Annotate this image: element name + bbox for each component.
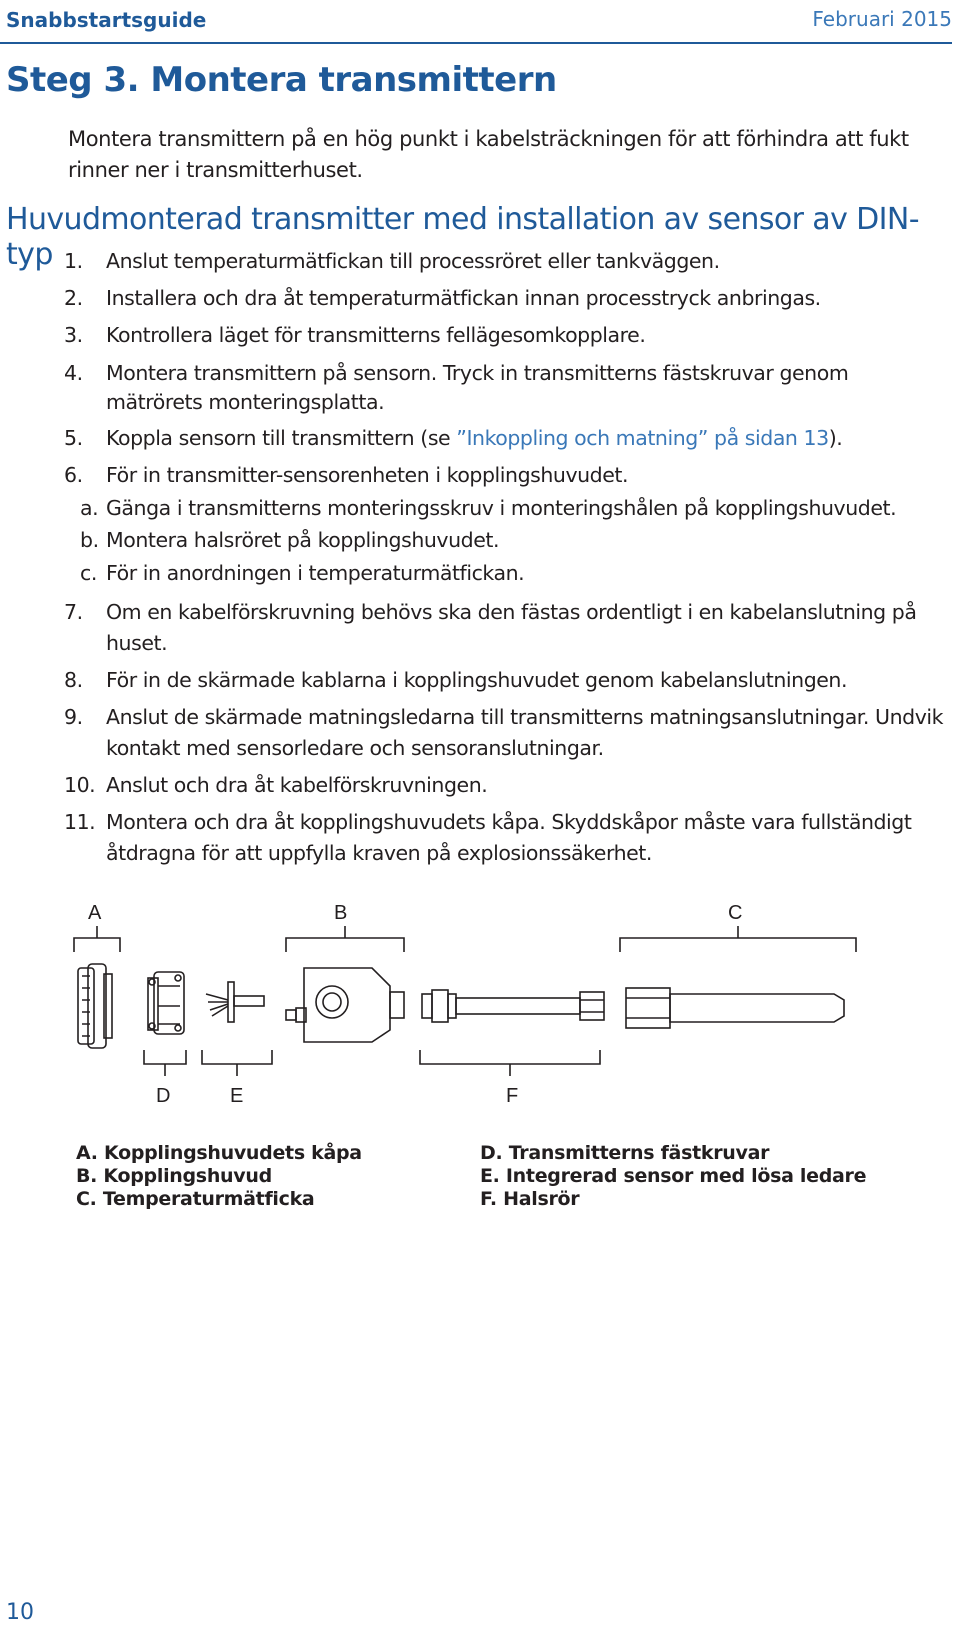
step-text: Installera och dra åt temperaturmätfickan innan processtryck anbringas. — [106, 286, 821, 310]
legend-item-c: C. Temperaturmätficka — [76, 1188, 315, 1210]
step-text: Anslut temperaturmätfickan till processröret eller tankväggen. — [106, 249, 720, 273]
step-item — [0, 702, 950, 764]
subsection-title: Huvudmonterad transmitter med installation av sensor av DIN-typ — [6, 202, 919, 272]
substep-letter: a. — [80, 496, 99, 520]
substep-item — [0, 493, 950, 521]
step-text-after-link: ). — [828, 426, 843, 450]
transmitter-part — [148, 972, 184, 1034]
bracket-a — [74, 926, 120, 952]
bracket-c — [620, 926, 856, 952]
bracket-f — [420, 1050, 600, 1076]
thermowell-part — [626, 988, 844, 1028]
substep-text: Montera halsröret på kopplingshuvudet. — [106, 528, 500, 552]
substep-letter: c. — [80, 561, 97, 585]
step-text-before-link: Koppla sensorn till transmittern (se — [106, 426, 457, 450]
step-text: Om en kabelförskruvning behövs ska den fästas ordentligt i en kabelanslutning på huset. — [106, 600, 917, 655]
step-number: 8. — [64, 668, 83, 692]
legend-item-f: F. Halsrör — [480, 1188, 580, 1210]
step-number: 5. — [64, 426, 83, 450]
bracket-d — [144, 1050, 186, 1076]
step-text: För in de skärmade kablarna i kopplingshuvudet genom kabelanslutningen. — [106, 668, 848, 692]
step-item — [0, 770, 950, 801]
label-a: A — [88, 902, 102, 924]
step-text: För in transmitter-sensorenheten i kopplingshuvudet. — [106, 463, 629, 487]
step-number: 4. — [64, 361, 83, 385]
label-d: D — [156, 1085, 171, 1107]
step-item — [0, 597, 950, 659]
substep-letter: b. — [80, 528, 99, 552]
step-item — [0, 246, 950, 277]
document-date: Februari 2015 — [812, 7, 952, 31]
guide-title: Snabbstartsguide — [6, 8, 207, 32]
step-item — [0, 460, 950, 491]
label-c: C — [728, 902, 743, 924]
step-item — [0, 423, 950, 454]
step-text: Anslut de skärmade matningsledarna till transmitterns matningsanslutningar. Undvik kontakt med sensorledare och sensoranslutningar. — [106, 705, 944, 760]
step-item — [0, 320, 950, 351]
exploded-assembly-diagram — [60, 890, 900, 1130]
step-list — [0, 246, 950, 869]
connection-head-part — [286, 968, 404, 1042]
step-text: Kontrollera läget för transmitterns fellägesomkopplare. — [106, 323, 646, 347]
legend-item-e: E. Integrerad sensor med lösa ledare — [480, 1165, 867, 1187]
step-number: 6. — [64, 463, 83, 487]
label-f: F — [506, 1085, 519, 1107]
label-e: E — [230, 1085, 244, 1107]
label-b: B — [334, 902, 348, 924]
legend-right — [480, 1142, 866, 1211]
step-number: 3. — [64, 323, 83, 347]
substep-item — [0, 558, 950, 589]
step-item — [0, 357, 950, 417]
page-number: 10 — [6, 1600, 34, 1625]
extension-tube-part — [422, 990, 604, 1022]
substep-item — [0, 525, 950, 556]
step-number: 1. — [64, 249, 83, 273]
step-number: 9. — [64, 705, 83, 729]
step-item — [0, 283, 950, 314]
step-text: Anslut och dra åt kabelförskruvningen. — [106, 773, 488, 797]
section-title: Steg 3. Montera transmittern — [6, 60, 557, 100]
legend-left — [76, 1142, 362, 1211]
intro-paragraph: Montera transmittern på en hög punkt i kabelsträckningen för att förhindra att fukt rinner ner i transmitterhuset. — [68, 127, 909, 182]
bracket-e — [202, 1050, 272, 1076]
step-number: 2. — [64, 286, 83, 310]
legend-item-b: B. Kopplingshuvud — [76, 1165, 272, 1187]
bracket-b — [286, 926, 404, 952]
step-item — [0, 807, 950, 869]
substep-text: För in anordningen i temperaturmätfickan. — [106, 561, 525, 585]
legend-item-d: D. Transmitterns fästkruvar — [480, 1142, 770, 1164]
step-number: 11. — [64, 810, 96, 834]
step-item — [0, 665, 950, 696]
step-number: 7. — [64, 600, 83, 624]
substep-text: Gänga i transmitterns monteringsskruv i monteringshålen på kopplingshuvudet. — [106, 496, 897, 520]
step-text: Montera transmittern på sensorn. Tryck in transmitterns fästskruvar genom mätrörets monteringsplatta. — [106, 361, 849, 414]
header-rule — [0, 42, 952, 44]
step-number: 10. — [64, 773, 96, 797]
legend-item-a: A. Kopplingshuvudets kåpa — [76, 1142, 362, 1164]
sensor-part — [206, 982, 264, 1022]
cover-part — [78, 964, 112, 1048]
cross-reference-link[interactable]: ”Inkoppling och matning” på sidan 13 — [456, 426, 829, 450]
step-text: Montera och dra åt kopplingshuvudets kåpa. Skyddskåpor måste vara fullständigt åtdragna för att uppfylla kraven på explosionssäkerhet. — [106, 810, 912, 865]
